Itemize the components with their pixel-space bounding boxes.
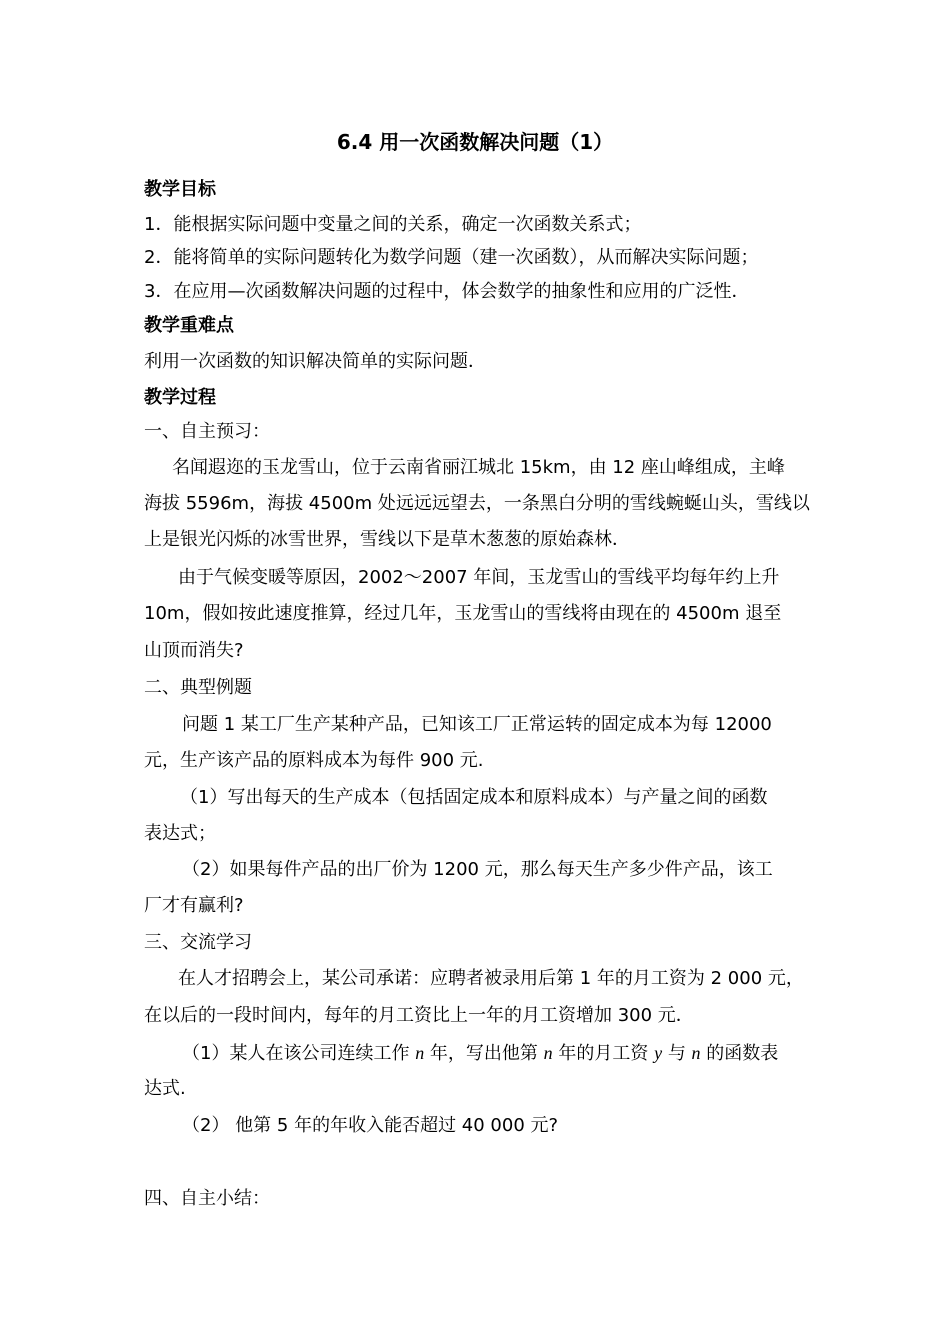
text-span: 与: [662, 1043, 692, 1064]
exchange-paragraph-line: 在以后的一段时间内，每年的月工资比上一年的月工资增加 300 元．: [144, 1005, 694, 1026]
objective-item: 2．能将简单的实际问题转化为数学问题（建一次函数），从而解决实际问题；: [144, 247, 759, 268]
process-heading: 教学过程: [144, 387, 216, 408]
exchange-question-2: （2） 他第 5 年的年收入能否超过 40 000 元?: [182, 1115, 559, 1136]
variable-y: y: [654, 1043, 663, 1063]
variable-n: n: [543, 1043, 553, 1063]
text-span: 年的月工资: [552, 1043, 655, 1064]
preview-paragraph-line: 山顶而消失?: [144, 640, 244, 661]
text-span: 年，写出他第: [424, 1043, 544, 1064]
problem-line: 问题 1 某工厂生产某种产品，已知该工厂正常运转的固定成本为每 12000: [182, 714, 772, 735]
objective-item: 1．能根据实际问题中变量之间的关系，确定一次函数关系式；: [144, 214, 642, 235]
exchange-question-1: [182, 1040, 778, 1067]
text-span: （1）某人在该公司连续工作: [182, 1043, 416, 1064]
preview-paragraph-line: 上是银光闪烁的冰雪世界，雪线以下是草木葱葱的原始森林．: [144, 529, 630, 550]
question-line: 厂才有赢利?: [144, 895, 244, 916]
question-line: （2）如果每件产品的出厂价为 1200 元，那么每天生产多少件产品，该工: [182, 859, 773, 880]
keypoints-heading: 教学重难点: [144, 315, 234, 336]
variable-n: n: [415, 1043, 425, 1063]
question-line: 表达式；: [144, 823, 216, 844]
problem-line: 元，生产该产品的原料成本为每件 900 元.: [144, 750, 484, 771]
exchange-question-1-cont: 达式.: [144, 1078, 186, 1099]
preview-paragraph-line: 海拔 5596m，海拔 4500m 处远远远望去，一条黑白分明的雪线蜿蜒山头，雪线以: [144, 493, 810, 514]
exchange-heading: 三、交流学习: [144, 932, 252, 953]
preview-paragraph-line: 名闻遐迩的玉龙雪山，位于云南省丽江城北 15km，由 12 座山峰组成，主峰: [172, 457, 785, 478]
examples-heading: 二、典型例题: [144, 677, 252, 698]
exchange-paragraph-line: 在人才招聘会上，某公司承诺：应聘者被录用后第 1 年的月工资为 2 000 元，: [178, 968, 804, 989]
page-title: 6.4 用一次函数解决问题（1）: [336, 130, 614, 154]
keypoints-text: 利用一次函数的知识解决简单的实际问题．: [144, 351, 486, 372]
question-line: （1）写出每天的生产成本（包括固定成本和原料成本）与产量之间的函数: [180, 787, 768, 808]
variable-n: n: [691, 1043, 701, 1063]
objectives-heading: 教学目标: [144, 179, 216, 200]
summary-heading: 四、自主小结：: [144, 1188, 270, 1209]
preview-paragraph-line: 10m，假如按此速度推算，经过几年，玉龙雪山的雪线将由现在的 4500m 退至: [144, 603, 782, 624]
preview-paragraph-line: 由于气候变暖等原因，2002～2007 年间，玉龙雪山的雪线平均每年约上升: [178, 567, 780, 588]
preview-heading: 一、自主预习：: [144, 421, 270, 442]
objective-item: 3．在应用—次函数解决问题的过程中，体会数学的抽象性和应用的广泛性．: [144, 281, 750, 302]
text-span: 的函数表: [700, 1043, 779, 1064]
